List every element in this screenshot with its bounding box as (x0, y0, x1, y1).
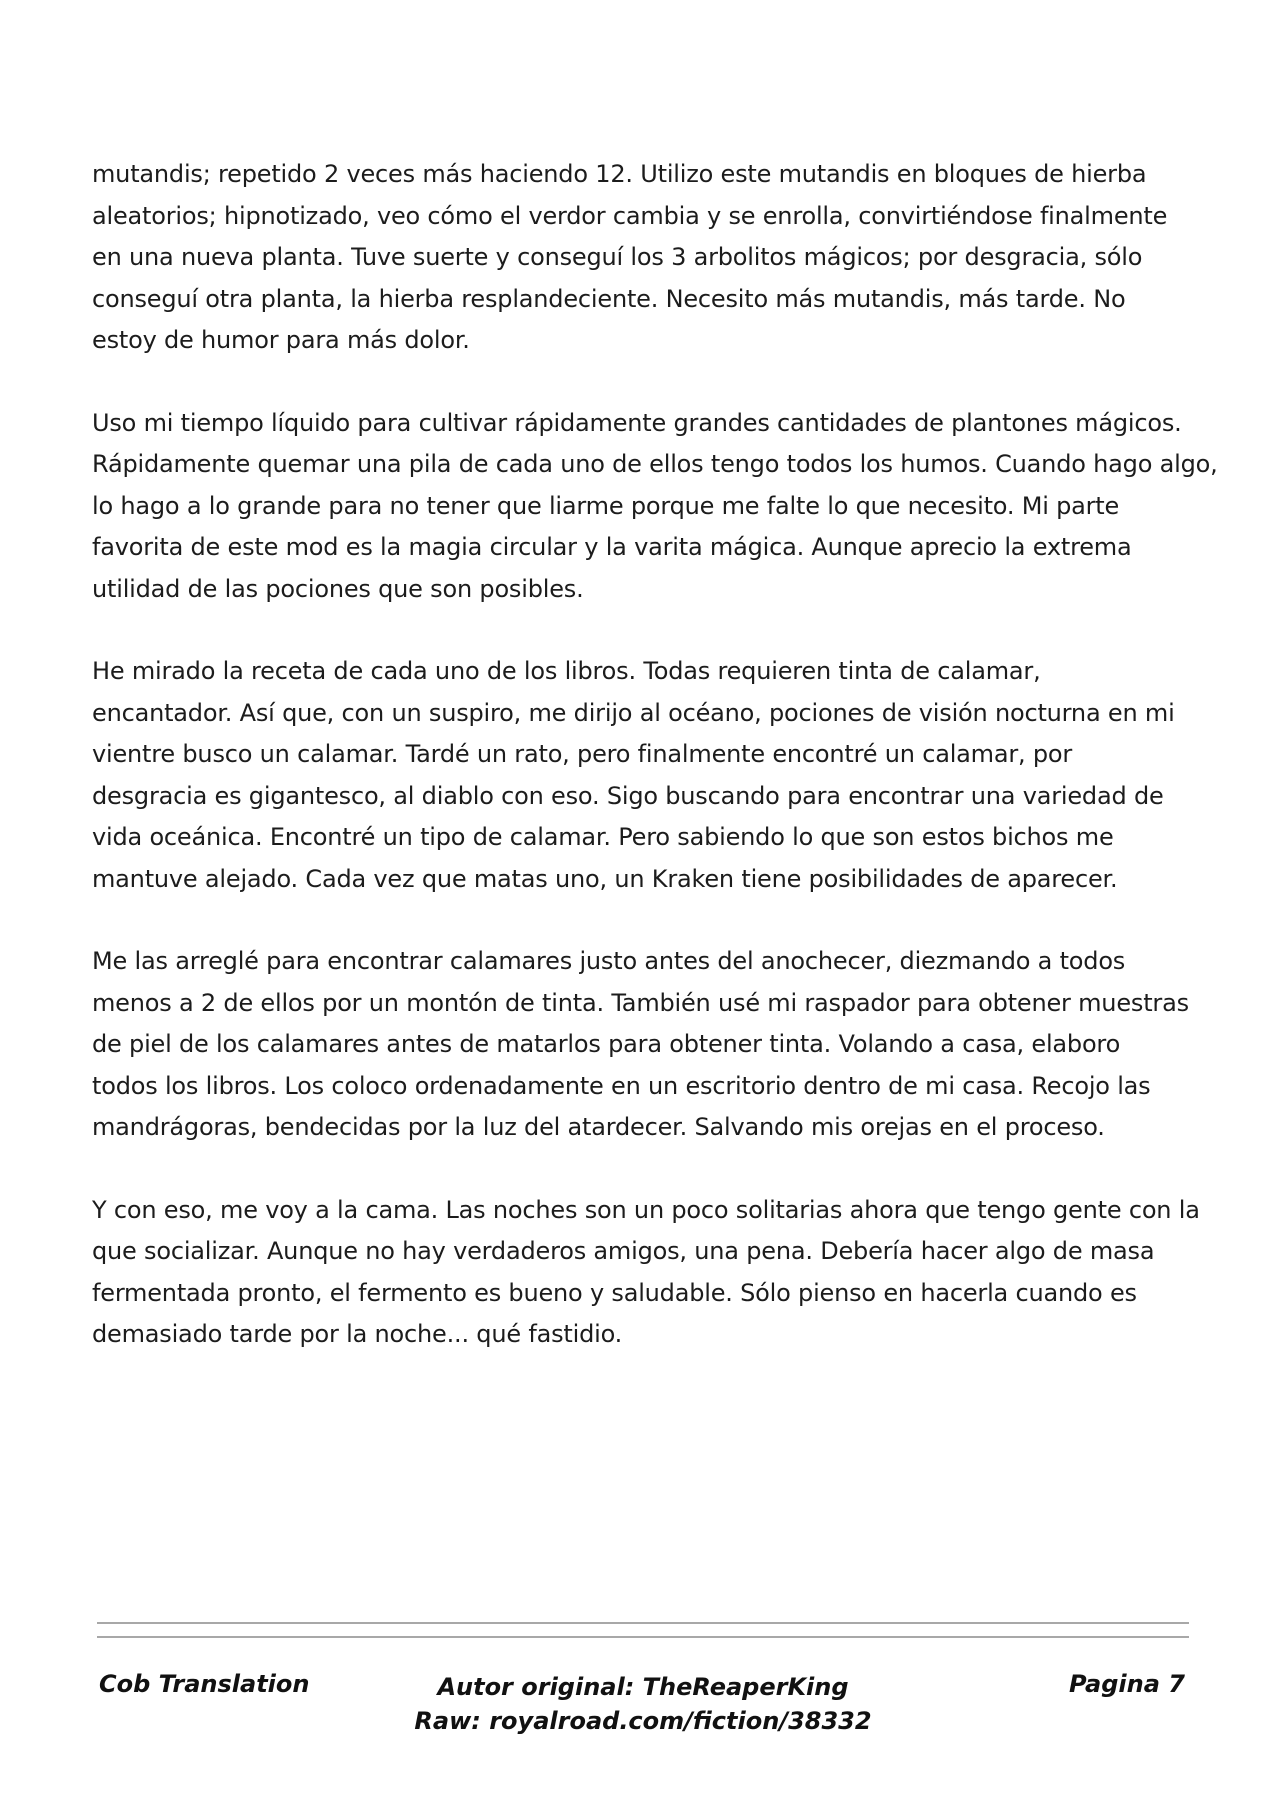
text-line: conseguí otra planta, la hierba resplandeciente. Necesito más mutandis, más tarde. No (92, 284, 1126, 313)
text-line: vida oceánica. Encontré un tipo de calamar. Pero sabiendo lo que son estos bichos me (92, 823, 1114, 851)
text-line: que socializar. Aunque no hay verdaderos amigos, una pena. Debería hacer algo de masa (92, 1237, 1155, 1265)
paragraph (92, 1190, 1202, 1356)
text-line: Rápidamente quemar una pila de cada uno de ellos tengo todos los humos. Cuando hago algo, (92, 450, 1218, 478)
text-line: estoy de humor para más dolor. (92, 326, 470, 354)
text-line: mantuve alejado. Cada vez que matas uno, un Kraken tiene posibilidades de aparecer. (92, 864, 1118, 893)
translator-credit: Cob Translation (99, 1670, 310, 1698)
body-text (92, 154, 1218, 1397)
text-line: Uso mi tiempo líquido para cultivar rápidamente grandes cantidades de plantones mágicos. (92, 408, 1182, 437)
page-number: Pagina 7 (1069, 1670, 1185, 1698)
text-line: Me las arreglé para encontrar calamares justo antes del anochecer, diezmando a todos (92, 947, 1126, 975)
text-line: favorita de este mod es la magia circular y la varita mágica. Aunque aprecio la extrema (92, 533, 1132, 561)
text-line: menos a 2 de ellos por un montón de tinta. También usé mi raspador para obtener muestras (92, 988, 1189, 1017)
text-line: encantador. Así que, con un suspiro, me dirijo al océano, pociones de visión nocturna en mi (92, 698, 1175, 727)
paragraph (92, 651, 1202, 900)
text-line: demasiado tarde por la noche... qué fastidio. (92, 1320, 623, 1348)
text-line: desgracia es gigantesco, al diablo con eso. Sigo buscando para encontrar una variedad de (92, 781, 1164, 810)
text-line: lo hago a lo grande para no tener que liarme porque me falte lo que necesito. Mi parte (92, 491, 1120, 520)
paragraph (92, 154, 1202, 362)
text-line: aleatorios; hipnotizado, veo cómo el verdor cambia y se enrolla, convirtiéndose finalmente (92, 201, 1168, 230)
paragraph (92, 403, 1218, 611)
text-line: He mirado la receta de cada uno de los libros. Todas requieren tinta de calamar, (92, 657, 1041, 685)
text-line: todos los libros. Los coloco ordenadamente en un escritorio dentro de mi casa. Recojo las (92, 1071, 1151, 1100)
text-line: vientre busco un calamar. Tardé un rato, pero finalmente encontré un calamar, por (92, 740, 1073, 768)
source-credit (97, 1670, 1189, 1738)
text-line: mandrágoras, bendecidas por la luz del atardecer. Salvando mis orejas en el proceso. (92, 1113, 1105, 1141)
text-line: Y con eso, me voy a la cama. Las noches son un poco solitarias ahora que tengo gente con la (92, 1195, 1200, 1224)
text-line: fermentada pronto, el fermento es bueno y saludable. Sólo pienso en hacerla cuando es (92, 1278, 1137, 1307)
text-line: en una nueva planta. Tuve suerte y conseguí los 3 arbolitos mágicos; por desgracia, sólo (92, 243, 1143, 271)
text-line: utilidad de las pociones que son posibles. (92, 574, 584, 603)
footer-divider (97, 1636, 1189, 1638)
original-author: Autor original: TheReaperKing (437, 1673, 849, 1701)
footer-divider (97, 1622, 1189, 1624)
paragraph (92, 941, 1202, 1149)
text-line: de piel de los calamares antes de matarlos para obtener tinta. Volando a casa, elaboro (92, 1030, 1121, 1058)
raw-source: Raw: royalroad.com/fiction/38332 (414, 1707, 872, 1735)
text-line: mutandis; repetido 2 veces más haciendo 12. Utilizo este mutandis en bloques de hierba (92, 160, 1147, 188)
